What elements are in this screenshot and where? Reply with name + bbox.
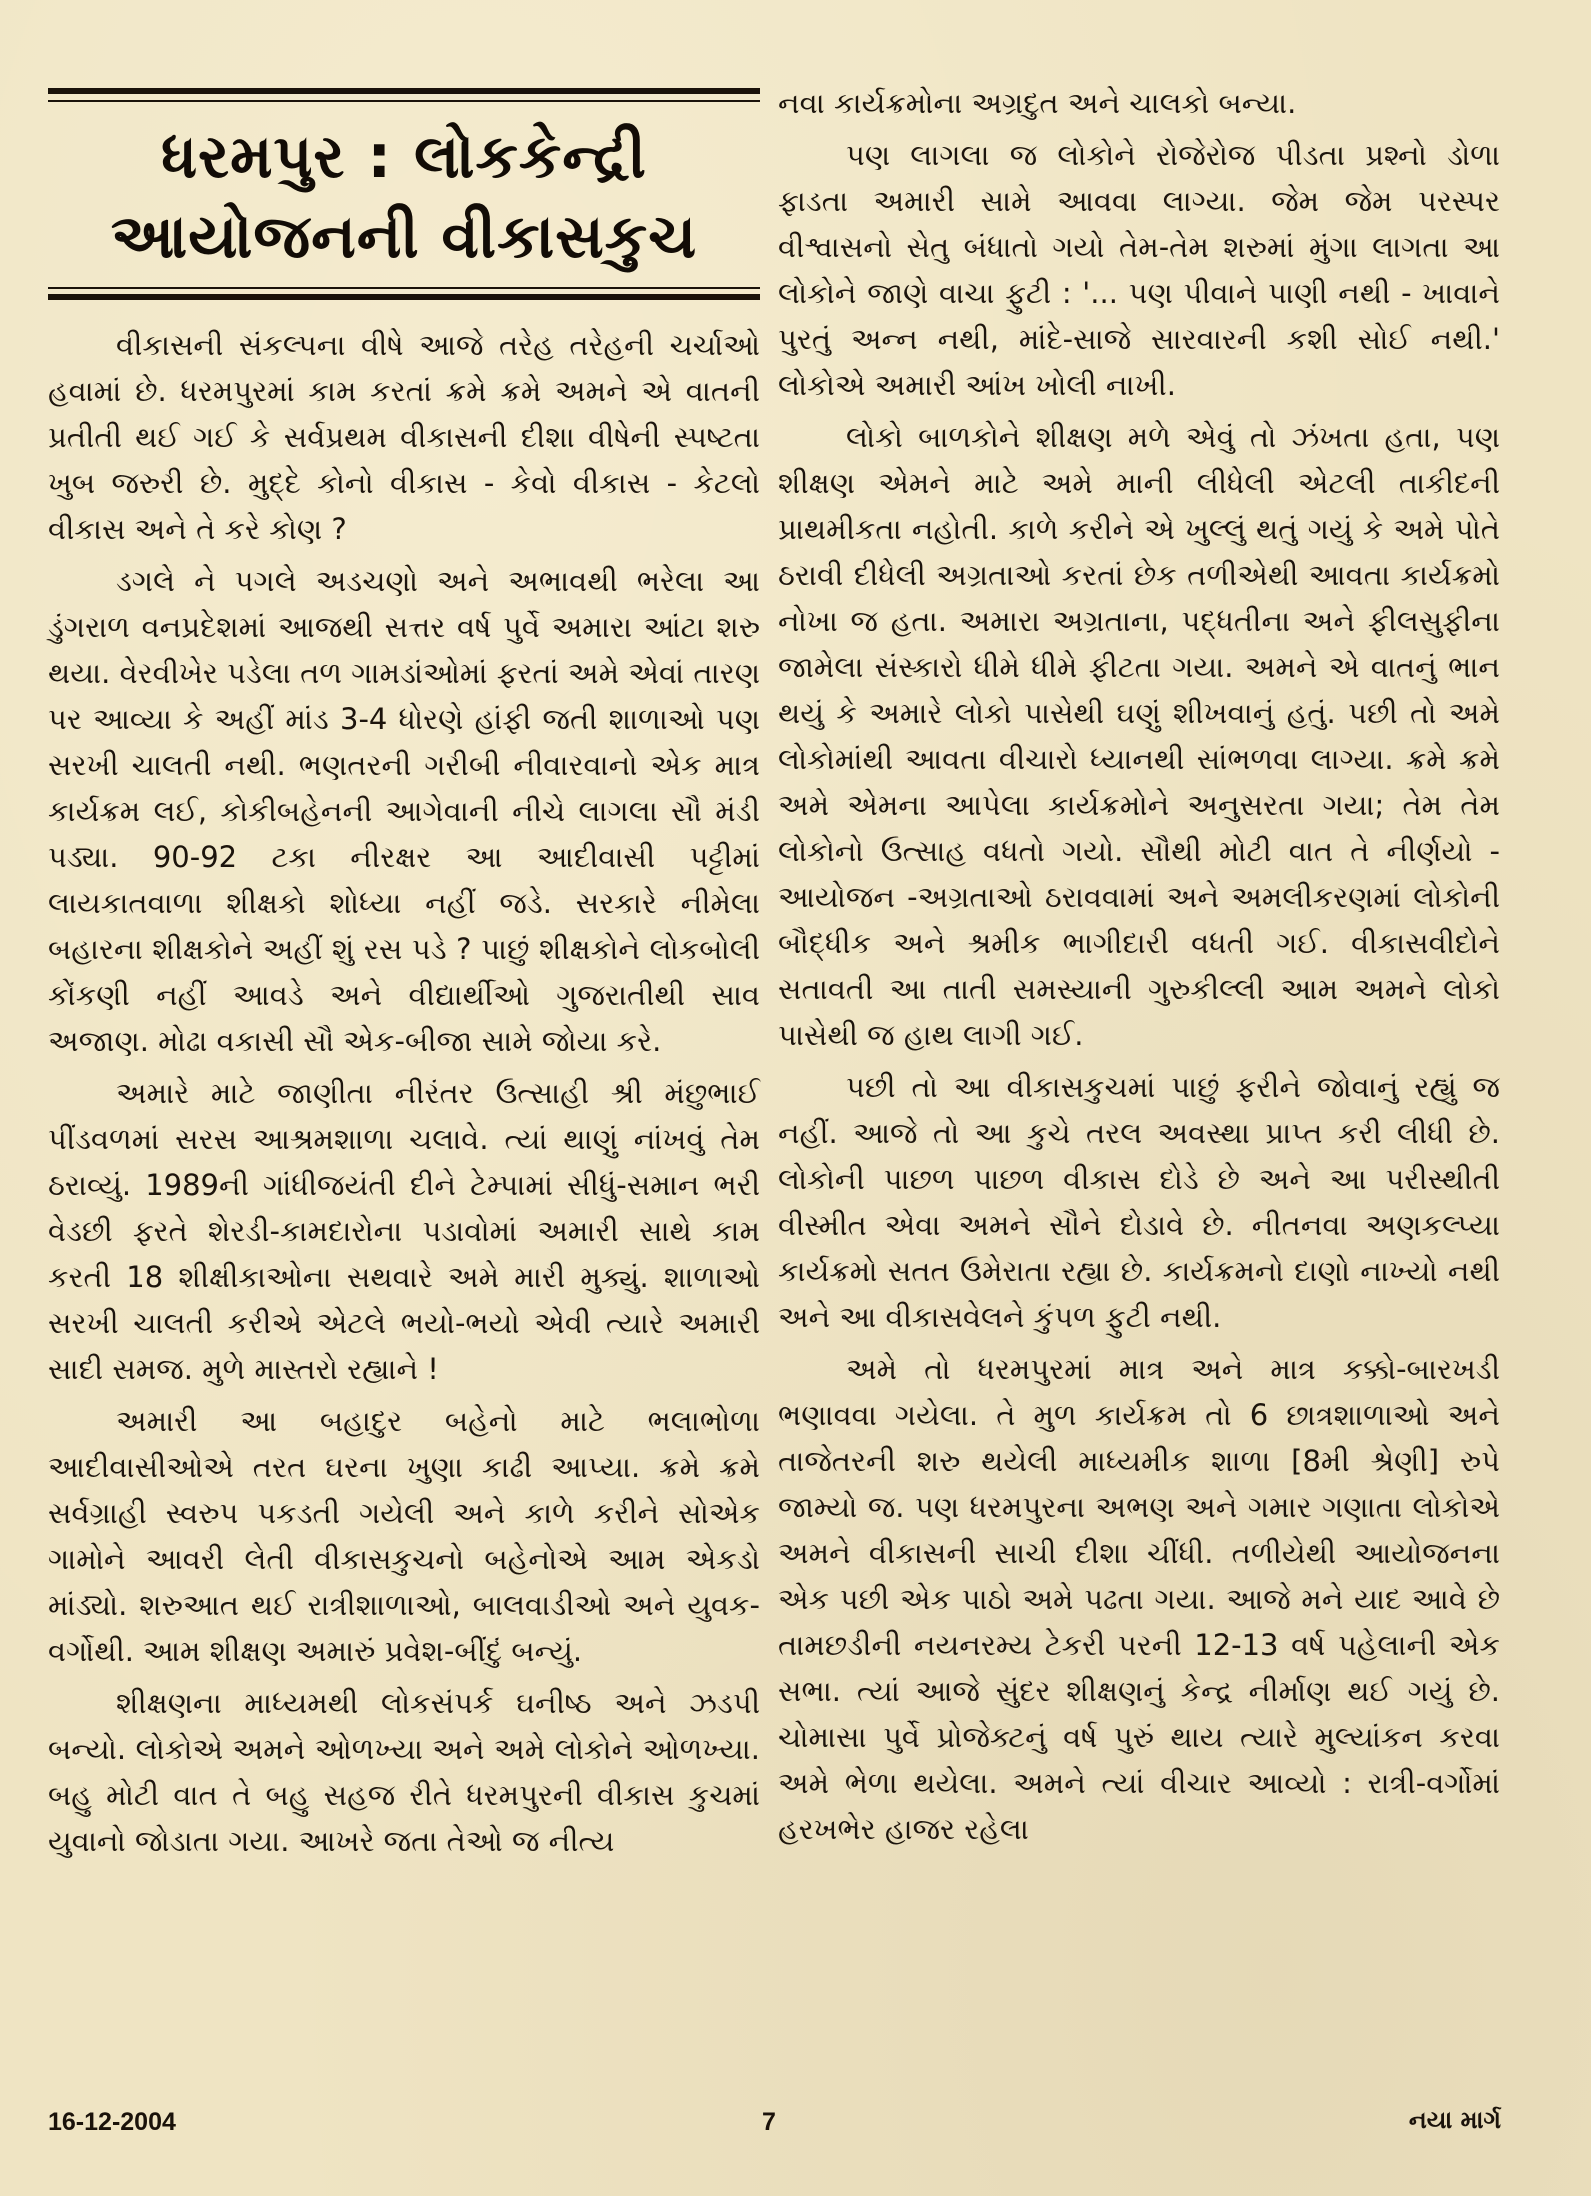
paragraph: પણ લાગલા જ લોકોને રોજેરોજ પીડતા પ્રશ્નો ડોળા ફાડતા અમારી સામે આવવા લાગ્યા. જેમ જેમ પરસ્પર વીશ્વાસનો સેતુ બંધાતો ગયો તેમ-તેમ શરુમાં મુંગા લાગતા આ લોકોને જાણે વાચા ફુટી : '... પણ પીવાને પાણી નથી - ખાવાને પુરતું અન્ન નથી, માંદે-સાજે સારવારની કશી સોઈ નથી.' લોકોએ અમારી આંખ ખોલી નાખી. [778, 138, 1500, 402]
paragraph: અમારી આ બહાદુર બહેનો માટે ભલાભોળા આદીવાસીઓએ તરત ઘરના ખુણા કાઢી આપ્યા. ક્રમે ક્રમે સર્વગ્રાહી સ્વરુપ પકડતી ગયેલી અને કાળે કરીને સોએક ગામોને આવરી લેતી વીકાસકુચનો બહેનોએ આમ એકડો માંડ્યો. શરુઆત થઈ રાત્રીશાળાઓ, બાલવાડીઓ અને યુવક-વર્ગોથી. આમ શીક્ષણ અમારું પ્રવેશ-બીંદું બન્યું. [48, 1404, 760, 1668]
paragraph: લોકો બાળકોને શીક્ષણ મળે એવું તો ઝંખતા હતા, પણ શીક્ષણ એમને માટે અમે માની લીધેલી એટલી તાકીદની પ્રાથમીકતા નહોતી. કાળે કરીને એ ખુલ્લું થતું ગયું કે અમે પોતે ઠરાવી દીધેલી અગ્રતાઓ કરતાં છેક તળીએથી આવતા કાર્યક્રમો નોખા જ હતા. અમારા અગ્રતાના, પદ્ધતીના અને ફીલસુફીના જામેલા સંસ્કારો ધીમે ધીમે ફીટતા ગયા. અમને એ વાતનું ભાન થયું કે અમારે લોકો પાસેથી ઘણું શીખવાનું હતું. પછી તો અમે લોકોમાંથી આવતા વીચારો ધ્યાનથી સાંભળવા લાગ્યા. ક્રમે ક્રમે અમે એમના આપેલા કાર્યક્રમોને અનુસરતા ગયા; તેમ તેમ લોકોનો ઉત્સાહ વધતો ગયો. સૌથી મોટી વાત તે નીર્ણયો - આયોજન -અગ્રતાઓ ઠરાવવામાં અને અમલીકરણમાં લોકોની બૌદ્ધીક અને શ્રમીક ભાગીદારી વધતી ગઈ. વીકાસવીદોને સતાવતી આ તાતી સમસ્યાની ગુરુકીલ્લી આમ અમને લોકો પાસેથી જ હાથ લાગી ગઈ. [778, 420, 1500, 1052]
magazine-name: નયા માર્ગ [1408, 2106, 1501, 2134]
article-title-line-1: ધરમપુર : લોકકેન્દ્રી [161, 122, 647, 192]
right-column-body [778, 80, 1500, 1852]
paragraph: નવા કાર્યક્રમોના અગ્રદુત અને ચાલકો બન્યા. [778, 86, 1297, 120]
title-top-rule-thin [48, 100, 760, 102]
paragraph: ડગલે ને પગલે અડચણો અને અભાવથી ભરેલા આ ડુંગરાળ વનપ્રદેશમાં આજથી સત્તર વર્ષ પુર્વે અમારા આંટા શરુ થયા. વેરવીખેર પડેલા તળ ગામડાંઓમાં ફરતાં અમે એવાં તારણ પર આવ્યા કે અહીં માંડ 3-4 ધોરણે હાંફી જતી શાળાઓ પણ સરખી ચાલતી નથી. ભણતરની ગરીબી નીવારવાનો એક માત્ર કાર્યક્રમ લઈ, કોકીબહેનની આગેવાની નીચે લાગલા સૌ મંડી પડ્યા. 90-92 ટકા નીરક્ષર આ આદીવાસી પટ્ટીમાં લાયકાતવાળા શીક્ષકો શોધ્યા નહીં જડે. સરકારે નીમેલા બહારના શીક્ષકોને અહીં શું રસ પડે ? પાછું શીક્ષકોને લોકબોલી કોંકણી નહીં આવડે અને વીદ્યાર્થીઓ ગુજરાતીથી સાવ અજાણ. મોઢા વકાસી સૌ એક-બીજા સામે જોયા કરે. [48, 564, 760, 1058]
page-footer [0, 2104, 1591, 2148]
title-bottom-rule [48, 294, 760, 300]
paragraph: અમારે માટે જાણીતા નીરંતર ઉત્સાહી શ્રી મંછુભાઈ પીંડવળમાં સરસ આશ્રમશાળા ચલાવે. ત્યાં થાણું નાંખવું તેમ ઠરાવ્યું. 1989ની ગાંધીજયંતી દીને ટેમ્પામાં સીધું-સમાન ભરી વેડછી ફરતે શેરડી-કામદારોના પડાવોમાં અમારી સાથે કામ કરતી 18 શીક્ષીકાઓના સથવારે અમે મારી મુક્યું. શાળાઓ સરખી ચાલતી કરીએ એટલે ભયો-ભયો એવી ત્યારે અમારી સાદી સમજ. મુળે માસ્તરો રહ્યાને ! [48, 1076, 760, 1386]
left-column-body [48, 322, 760, 1864]
issue-date: 16-12-2004 [48, 2108, 176, 2136]
paragraph: વીકાસની સંકલ્પના વીષે આજે તરેહ તરેહની ચર્ચાઓ હવામાં છે. ધરમપુરમાં કામ કરતાં ક્રમે ક્રમે અમને એ વાતની પ્રતીતી થઈ ગઈ કે સર્વપ્રથમ વીકાસની દીશા વીષેની સ્પષ્ટતા ખુબ જરુરી છે. મુદ્દે કોનો વીકાસ - કેવો વીકાસ - કેટલો વીકાસ અને તે કરે કોણ ? [48, 328, 760, 546]
paragraph: શીક્ષણના માધ્યમથી લોકસંપર્ક ઘનીષ્ઠ અને ઝડપી બન્યો. લોકોએ અમને ઓળખ્યા અને અમે લોકોને ઓળખ્યા. બહુ મોટી વાત તે બહુ સહજ રીતે ધરમપુરની વીકાસ કુચમાં યુવાનો જોડાતા ગયા. આખરે જતા તેઓ જ નીત્ય [48, 1686, 760, 1858]
title-bottom-rule-thin [48, 287, 760, 289]
paragraph: પછી તો આ વીકાસકુચમાં પાછું ફરીને જોવાનું રહ્યું જ નહીં. આજે તો આ કુચે તરલ અવસ્થા પ્રાપ્ત કરી લીધી છે. લોકોની પાછળ પાછળ વીકાસ દોડે છે અને આ પરીસ્થીતી વીસ્મીત એવા અમને સૌને દોડાવે છે. નીતનવા અણકલ્પ્યા કાર્યક્રમો સતત ઉમેરાતા રહ્યા છે. કાર્યક્રમનો દાણો નાખ્યો નથી અને આ વીકાસવેલને કુંપળ ફુટી નથી. [778, 1070, 1500, 1334]
article-title-line-2: આયોજનની વીકાસકુચ [110, 202, 698, 272]
paragraph: અમે તો ધરમપુરમાં માત્ર અને માત્ર કક્કો-બારખડી ભણાવવા ગયેલા. તે મુળ કાર્યક્રમ તો 6 છાત્રશાળાઓ અને તાજેતરની શરુ થયેલી માધ્યમીક શાળા [8મી શ્રેણી] રુપે જામ્યો જ. પણ ધરમપુરના અભણ અને ગમાર ગણાતા લોકોએ અમને વીકાસની સાચી દીશા ચીંધી. તળીયેથી આયોજનના એક પછી એક પાઠો અમે પઢતા ગયા. આજે મને યાદ આવે છે તામછડીની નયનરમ્ય ટેકરી પરની 12-13 વર્ષ પહેલાની એક સભા. ત્યાં આજે સુંદર શીક્ષણનું કેન્દ્ર નીર્માણ થઈ ગયું છે. ચોમાસા પુર્વે પ્રોજેક્ટનું વર્ષ પુરું થાય ત્યારે મુલ્યાંકન કરવા અમે ભેળા થયેલા. અમને ત્યાં વીચાર આવ્યો : રાત્રી-વર્ગોમાં હરખભેર હાજર રહેલા [778, 1352, 1500, 1846]
page-number: 7 [762, 2108, 776, 2136]
title-top-rule [48, 88, 760, 94]
